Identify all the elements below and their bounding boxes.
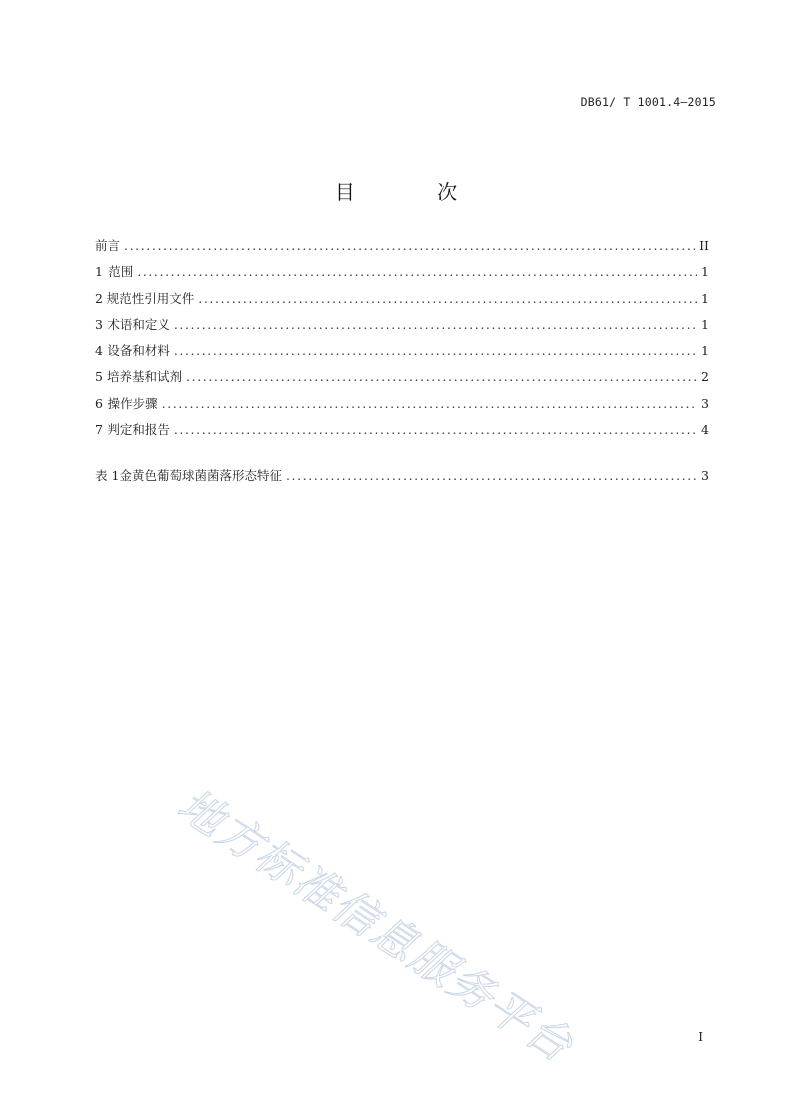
toc-leader-dots — [198, 291, 697, 306]
toc-entry-label: 前言 — [95, 238, 121, 253]
table-entry-number: 表 1 — [95, 468, 120, 483]
toc-entry-normative-references[interactable] — [95, 289, 709, 315]
page-number: I — [698, 1030, 703, 1044]
toc-entry-number: 2 — [95, 290, 103, 306]
toc-entry-label: 术语和定义 — [107, 316, 170, 332]
toc-entry-label: 规范性引用文件 — [106, 290, 195, 306]
toc-entry-page: II — [699, 238, 709, 253]
toc-entry-foreword[interactable] — [95, 236, 709, 262]
toc-entry-terms[interactable] — [95, 315, 709, 341]
toc-entry-procedure[interactable] — [95, 394, 709, 420]
toc-entry-page: 3 — [701, 395, 709, 411]
toc-entry-page: 1 — [701, 290, 709, 306]
table-entry-label: 金黄色葡萄球菌菌落形态特征 — [119, 468, 282, 483]
toc-entry-label: 判定和报告 — [107, 422, 170, 438]
toc-entry-number: 4 — [95, 343, 103, 359]
toc-entry-page: 1 — [701, 264, 709, 280]
toc-entry-page: 1 — [701, 343, 709, 359]
toc-entry-page: 4 — [701, 422, 709, 438]
document-code: DB61/ T 1001.4—2015 — [580, 95, 716, 109]
toc-entry-number: 1 — [95, 264, 103, 280]
toc-entry-label: 培养基和试剂 — [107, 369, 183, 385]
toc-entry-page: 1 — [701, 316, 709, 332]
toc-entry-media-reagents[interactable] — [95, 367, 709, 393]
toc-entry-judgement-report[interactable] — [95, 420, 709, 446]
table-entry-1[interactable] — [95, 466, 709, 492]
toc-leader-dots — [186, 369, 697, 384]
toc-leader-dots — [174, 422, 697, 437]
toc-leader-dots — [174, 343, 697, 358]
toc-entry-label: 设备和材料 — [107, 343, 170, 359]
toc-leader-dots — [286, 468, 697, 483]
toc-entry-equipment[interactable] — [95, 341, 709, 367]
page-title: 目 次 — [334, 180, 496, 204]
toc-entry-page: 2 — [701, 369, 709, 385]
toc-leader-dots — [162, 396, 697, 411]
toc-entry-number: 3 — [95, 316, 103, 332]
toc-leader-dots — [174, 317, 697, 332]
toc-entry-scope[interactable] — [95, 262, 709, 288]
toc-entry-number: 5 — [95, 369, 103, 385]
toc-leader-dots — [137, 264, 697, 279]
toc-entry-number: 6 — [95, 395, 103, 411]
toc-entry-label: 范围 — [108, 264, 134, 280]
toc-entry-label: 操作步骤 — [107, 395, 158, 411]
toc-leader-dots — [124, 238, 695, 253]
table-entry-page: 3 — [701, 468, 709, 483]
watermark: 地方标准信息服务平台 — [168, 779, 583, 1073]
list-of-tables — [95, 466, 709, 492]
toc-entry-number: 7 — [95, 422, 103, 438]
table-of-contents — [95, 236, 709, 446]
